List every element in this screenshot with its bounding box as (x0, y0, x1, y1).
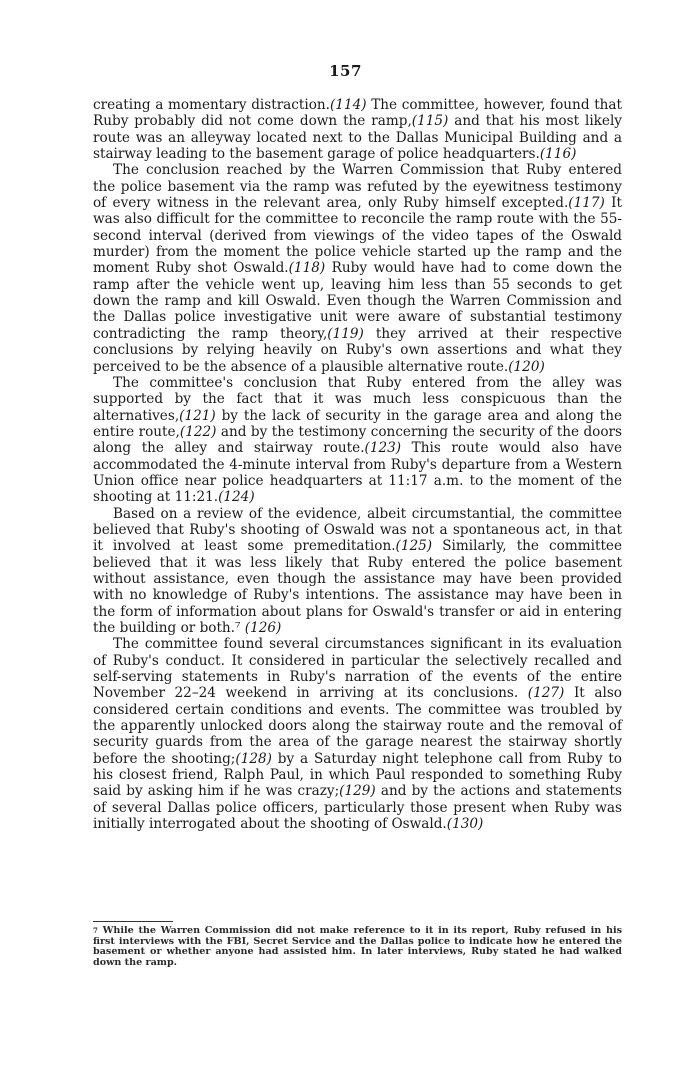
text-run: they arrived at their respective conclusions by relying heavily on Ruby's own assertions and what they perceived to be the absence of a plausible alternative route. (93, 325, 623, 375)
citation-ref: (120) (508, 358, 545, 375)
footnote-divider (93, 921, 173, 922)
citation-ref: (129) (339, 783, 376, 800)
citation-ref: (116) (539, 146, 577, 163)
citation-ref: (130) (446, 816, 484, 833)
text-run: creating a momentary distraction. (93, 97, 330, 113)
text-run: The committee found several circumstances significant in its evaluation of Ruby's conduct. It considered in particular the selectively recalled and self-serving statements in Ruby's narration of the events of the entire November 22–24 weekend in arriving at its conclusions. (93, 636, 622, 702)
text-run: by a Saturday night telephone call from Ruby to his closest friend, Ralph Paul, in which Paul responded to something Ruby said by asking him if he was crazy; (93, 750, 622, 800)
citation-ref: (117) (568, 195, 605, 212)
text-run: This route would also have accommodated the 4-minute interval from Ruby's departure from a Western Union office near police headquarters at 11:17 a.m. to the moment of the shooting at 11:21. (93, 440, 622, 506)
citation-ref: (124) (218, 489, 255, 506)
body-text (93, 97, 622, 832)
text-run: and by the testimony concerning the security of the doors along the alley and stairway route. (93, 423, 622, 457)
citation-ref: (125) (395, 538, 433, 555)
citation-ref: (128) (235, 750, 272, 767)
citation-ref: (118) (288, 260, 326, 277)
text-run: The conclusion reached by the Warren Commission that Ruby entered the police basement via the ramp was refuted by the eyewitness testimony of every witness in the relevant area, only Ruby himself excepted. (93, 162, 622, 212)
page-number: 157 (329, 62, 362, 80)
citation-ref: (121) (179, 407, 216, 424)
text-run: The committee, however, found that Ruby probably did not come down the ramp, (93, 97, 622, 130)
text-run: It also considered certain conditions and events. The committee was troubled by the apparently unlocked doors along the stairway route and the removal of security guards from the area of the garage nearest the stairway shortly before the shooting; (93, 685, 622, 767)
citation-ref: (119) (327, 325, 364, 342)
paragraph-1 (93, 97, 622, 162)
text-run: by the lack of security in the garage area and along the entire route, (93, 407, 622, 440)
footnote (93, 926, 622, 968)
paragraph-5 (93, 636, 622, 832)
citation-ref: (122) (179, 423, 217, 440)
text-run: Ruby would have had to come down the ramp after the vehicle went up, leaving him less than 55 seconds to get down the ramp and kill Oswald. Even though the Warren Commission and the Dallas police investigative unit were aware of substantial testimony contradicting the ramp theory, (93, 260, 622, 342)
text-run: and that his most likely route was an alleyway located next to the Dallas Municipal Building and a stairway leading to the basement garage of police headquarters. (93, 113, 622, 163)
paragraph-4 (93, 506, 622, 637)
text-run: Based on a review of the evidence, albeit circumstantial, the committee believed that Ruby's shooting of Oswald was not a spontaneous act, in that it involved at least some premeditation. (93, 505, 622, 555)
citation-ref: (115) (411, 113, 449, 130)
text-run: Similarly, the committee believed that it was less likely that Ruby entered the police basement without assistance, even though the assistance may have been provided with no knowledge of Ruby's intentions. The assistance may have been in the form of information about plans for Oswald's transfer or aid in entering the building or both.⁷ (93, 538, 622, 636)
citation-ref: (126) (244, 620, 282, 636)
text-run: The committee's conclusion that Ruby entered from the alley was supported by the fact that it was much less conspicuous than the alternatives, (93, 374, 622, 424)
footnote-text: While the Warren Commission did not make reference to it in its report, Ruby refused in his first interviews with the FBI, Secret Service and the Dallas police to indicate how he entered the basement or whether anyone had assisted him. In later interviews, Ruby stated he had walked down the ramp. (93, 925, 622, 968)
paragraph-3 (93, 375, 622, 506)
citation-ref: (123) (364, 440, 402, 457)
citation-ref: (127) (527, 685, 565, 702)
paragraph-2 (93, 162, 622, 374)
footnote-mark: 7 (93, 926, 98, 935)
text-run: It was also difficult for the committee to reconcile the ramp route with the 55-second interval (derived from viewings of the video tapes of the Oswald murder) from the moment the police vehicle started up the ramp and the moment Ruby shot Oswald. (93, 195, 622, 277)
citation-ref: (114) (329, 97, 367, 113)
text-run: and by the actions and statements of several Dallas police officers, particularly those present when Ruby was initially interrogated about the shooting of Oswald. (93, 783, 622, 833)
